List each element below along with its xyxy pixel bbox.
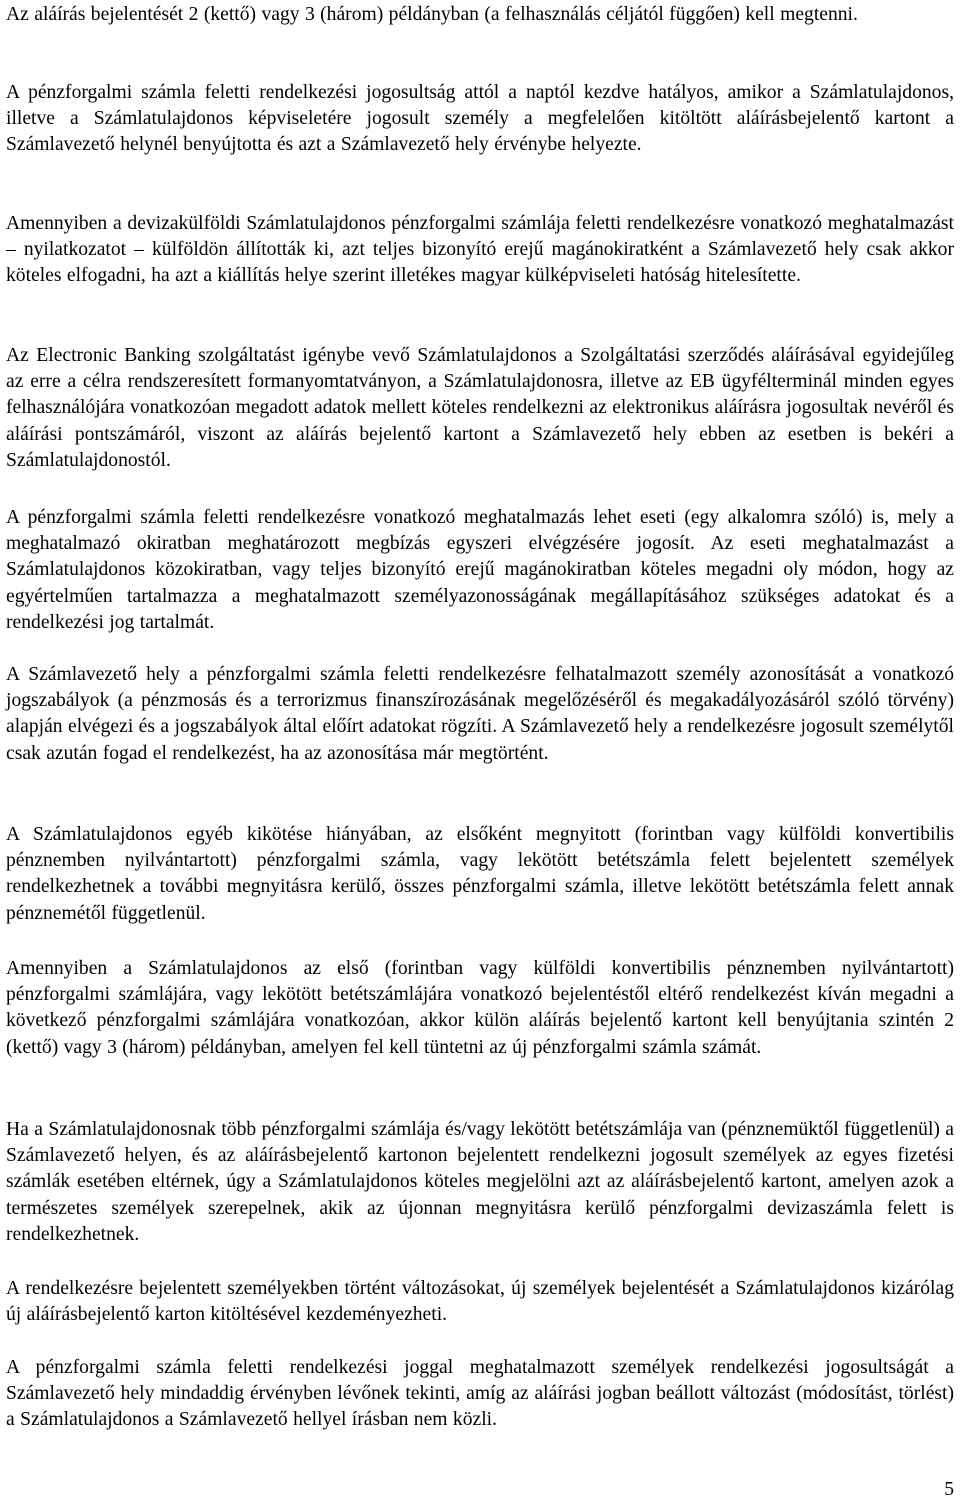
paragraph-validity: A pénzforgalmi számla feletti rendelkezési joggal meghatalmazott személyek rendelkezési jogosultságát a Számlavezető hely mindaddig érvényben lévőnek tekinti, amíg az aláírási jogban beállott változást (módosítást, törlést) a Számlatulajdonos a Számlavezető hellyel írásban nem közli. [6,1357,954,1431]
paragraph-different-disposition: Amennyiben a Számlatulajdonos az első (forintban vagy külföldi konvertibilis pénznemben nyilvántartott) pénzforgalmi számlájára, vagy lekötött betétszámlájára vonatkozó bejelentéstől eltérő rendelkezést kíván megadni a következő pénzforgalmi számlájára vonatkozóan, akkor külön aláírás bejelentő kartont kell benyújtania szintén 2 (kettő) vagy 3 (három) példányban, amelyen fel kell tüntetni az új pénzforgalmi számla számát. [6,958,954,1058]
paragraph-authority-effective: A pénzforgalmi számla feletti rendelkezési jogosultság attól a naptól kezdve hatályos, amikor a Számlatulajdonos, illetve a Számlatulajdonos képviseletére jogosult személy a megfelelően kitöltött aláírásbejelentő kartont a Számlavezető helynél benyújtotta és azt a Számlavezető hely érvénybe helyezte. [6,82,954,156]
paragraph-signature-copies: Az aláírás bejelentését 2 (kettő) vagy 3 (három) példányban (a felhasználás céljától függően) kell megtenni. [6,4,858,25]
paragraph-changes: A rendelkezésre bejelentett személyekben történt változásokat, új személyek bejelentését a Számlatulajdonos kizárólag új aláírásbejelentő karton kitöltésével kezdeményezheti. [6,1278,954,1326]
paragraph-one-time-authorization: A pénzforgalmi számla feletti rendelkezésre vonatkozó meghatalmazás lehet eseti (egy alkalomra szóló) is, mely a meghatalmazó okiratban meghatározott megbízás egyszeri elvégzésére jogosít. Az eseti meghatalmazást a Számlatulajdonos közokiratban, vagy teljes bizonyító erejű magánokiratban köteles megadni oly módon, hogy az egyértelműen tartalmazza a meghatalmazott személyazonosságának megállapításához szükséges adatokat és a rendelkezési jog tartalmát. [6,507,954,633]
paragraph-identification: A Számlavezető hely a pénzforgalmi számla feletti rendelkezésre felhatalmazott személy azonosítását a vonatkozó jogszabályok (a pénzmosás és a terrorizmus finanszírozásának megelőzéséről és megakadályozásáról szóló törvény) alapján elvégezi és a jogszabályok által előírt adatokat rögzíti. A Számlavezető hely a rendelkezésre jogosult személytől csak azután fogad el rendelkezést, ha az azonosítása már megtörtént. [6,664,954,764]
paragraph-electronic-banking: Az Electronic Banking szolgáltatást igénybe vevő Számlatulajdonos a Szolgáltatási szerződés aláírásával egyidejűleg az erre a célra rendszeresített formanyomtatványon, a Számlatulajdonosra, illetve az EB ügyfélterminál minden egyes felhasználójára vonatkozóan megadott adatok mellett köteles rendelkezni az elektronikus aláírásra jogosultak nevéről és aláírási pontszámáról, viszont az aláírás bejelentő kartont a Számlavezető hely ebben az esetben is bekéri a Számlatulajdonostól. [6,345,954,471]
page-number: 5 [944,1479,954,1500]
paragraph-multiple-accounts: Ha a Számlatulajdonosnak több pénzforgalmi számlája és/vagy lekötött betétszámlája van (pénznemüktől függetlenül) a Számlavezető helyen, és az aláírásbejelentő kartonon bejelentett rendelkezni jogosult személyek az egyes fizetési számlák esetében eltérnek, úgy a Számlatulajdonos köteles megjelölni azt az aláírásbejelentő kartont, amelyen azok a természetes személyek szerepelnek, akik az újonnan megnyitásra kerülő pénzforgalmi devizaszámla felett is rendelkezhetnek. [6,1119,955,1245]
paragraph-foreign-authorization: Amennyiben a devizakülföldi Számlatulajdonos pénzforgalmi számlája feletti rendelkezésre vonatkozó meghatalmazást – nyilatkozatot – külföldön állították ki, azt teljes bizonyító erejű magánokiratként a Számlavezető hely csak akkor köteles elfogadni, ha azt a kiállítás helye szerint illetékes magyar külképviseleti hatóság hitelesítette. [6,213,954,287]
paragraph-first-account: A Számlatulajdonos egyéb kikötése hiányában, az elsőként megnyitott (forintban vagy külföldi konvertibilis pénznemben nyilvántartott) pénzforgalmi számla, vagy lekötött betétszámla felett bejelentett személyek rendelkezhetnek a további megnyitásra kerülő, összes pénzforgalmi számla, illetve lekötött betétszámla felett annak pénznemétől függetlenül. [6,824,954,924]
